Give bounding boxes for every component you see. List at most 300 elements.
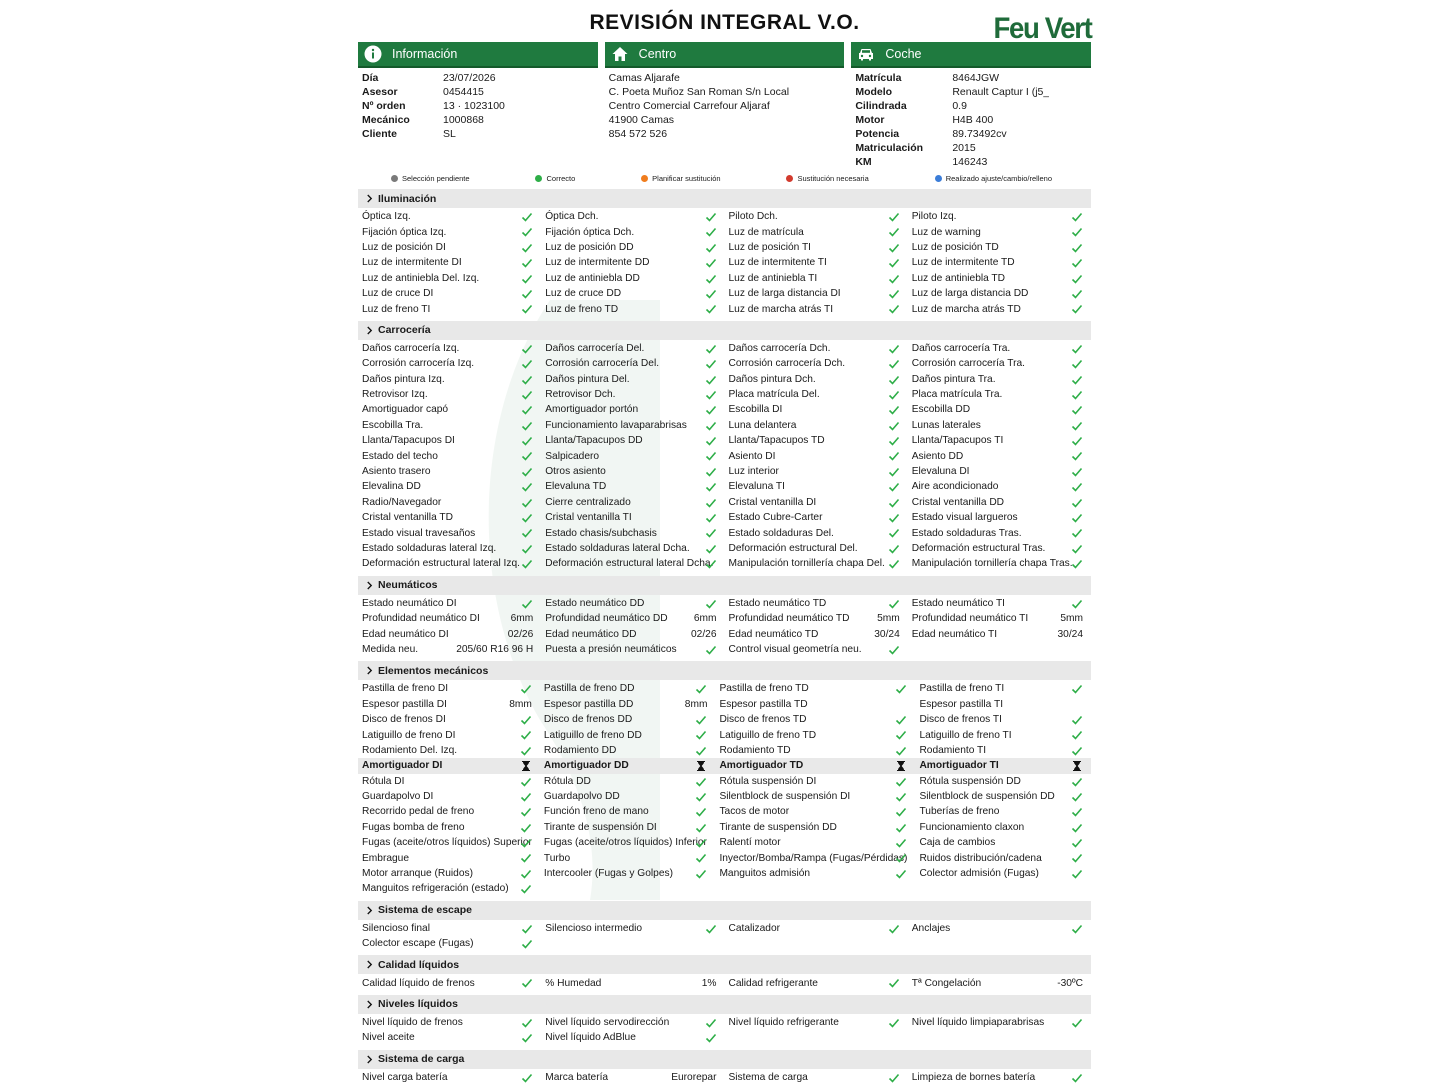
checklist-item[interactable] xyxy=(358,936,541,951)
check-icon xyxy=(895,683,907,695)
check-icon xyxy=(705,644,717,656)
legend-item xyxy=(391,174,470,183)
checklist-item[interactable] xyxy=(915,789,1091,804)
item-label: Amortiguador TI xyxy=(919,760,999,772)
info-value: 8464JGW xyxy=(952,72,1000,84)
checklist-item[interactable] xyxy=(540,804,716,819)
checklist-item[interactable] xyxy=(715,758,915,773)
item-label: Daños carrocería Del. xyxy=(545,342,645,354)
checklist-item[interactable] xyxy=(908,541,1091,556)
status-dot-icon xyxy=(935,175,942,182)
checklist-item[interactable] xyxy=(541,448,724,463)
item-label: Retrovisor Dch. xyxy=(545,389,616,401)
checklist-item[interactable] xyxy=(540,697,716,712)
checklist-item[interactable] xyxy=(540,743,716,758)
checklist-item[interactable] xyxy=(541,224,724,239)
checklist-item[interactable] xyxy=(725,271,908,286)
hourglass-icon xyxy=(1071,760,1083,772)
section-header[interactable] xyxy=(358,1050,1091,1069)
checklist-item[interactable] xyxy=(541,975,724,990)
checklist-item[interactable] xyxy=(908,921,1091,936)
checklist-item[interactable] xyxy=(541,240,724,255)
check-icon xyxy=(520,852,532,864)
item-label: Óptica Dch. xyxy=(545,211,599,223)
item-label: Profundidad neumático DD xyxy=(545,613,668,625)
item-value: 6mm xyxy=(510,613,534,625)
checklist-item[interactable] xyxy=(358,743,540,758)
checklist-item[interactable] xyxy=(358,712,540,727)
checklist-item[interactable] xyxy=(908,387,1091,402)
item-label: Fugas bomba de freno xyxy=(362,821,465,833)
checklist-item xyxy=(915,881,1091,896)
item-value: 8mm xyxy=(684,698,708,710)
checklist-item[interactable] xyxy=(725,479,908,494)
inspection-report xyxy=(358,0,1091,1085)
check-icon xyxy=(1071,1072,1083,1084)
checklist-item[interactable] xyxy=(541,495,724,510)
checklist-item[interactable] xyxy=(715,712,915,727)
checklist-item[interactable] xyxy=(358,372,541,387)
checklist-item[interactable] xyxy=(715,835,915,850)
check-icon xyxy=(705,1017,717,1029)
item-label: Tirante de suspensión DI xyxy=(543,821,657,833)
checklist-item[interactable] xyxy=(725,525,908,540)
checklist-item[interactable] xyxy=(725,224,908,239)
check-icon xyxy=(695,837,707,849)
checklist-item[interactable] xyxy=(725,356,908,371)
checklist-item[interactable] xyxy=(908,1015,1091,1030)
item-label: Rodamiento TI xyxy=(919,744,987,756)
checklist-item[interactable] xyxy=(541,418,724,433)
checklist-item[interactable] xyxy=(358,286,541,301)
checklist-item[interactable] xyxy=(715,866,915,881)
checklist-item[interactable] xyxy=(541,464,724,479)
checklist-item[interactable] xyxy=(725,255,908,270)
checklist-item[interactable] xyxy=(908,556,1091,571)
checklist-item[interactable] xyxy=(541,611,724,626)
item-label: Puesta a presión neumáticos xyxy=(545,643,677,655)
checklist-item[interactable] xyxy=(358,921,541,936)
item-label: Luz de larga distancia DI xyxy=(728,288,841,300)
checklist-item[interactable] xyxy=(358,209,541,224)
checklist-item[interactable] xyxy=(358,642,541,657)
checklist-item[interactable] xyxy=(725,433,908,448)
checklist-item[interactable] xyxy=(915,727,1091,742)
item-label: Profundidad neumático TD xyxy=(728,613,850,625)
checklist-item[interactable] xyxy=(540,835,716,850)
item-label: Cristal ventanilla TD xyxy=(362,512,453,524)
checklist-item[interactable] xyxy=(358,850,540,865)
checklist-item[interactable] xyxy=(915,820,1091,835)
checklist-item[interactable] xyxy=(541,271,724,286)
checklist-item[interactable] xyxy=(915,758,1091,773)
section-header[interactable] xyxy=(358,189,1091,208)
checklist-item[interactable] xyxy=(725,402,908,417)
item-label: Espesor pastilla DD xyxy=(543,698,634,710)
checklist-item[interactable] xyxy=(541,341,724,356)
checklist-item[interactable] xyxy=(915,804,1091,819)
checklist-item[interactable] xyxy=(715,850,915,865)
checklist-item[interactable] xyxy=(358,224,541,239)
checklist-item[interactable] xyxy=(908,479,1091,494)
check-icon xyxy=(895,729,907,741)
check-icon xyxy=(520,806,532,818)
checklist-item[interactable] xyxy=(358,556,541,571)
section-niveles-líquidos xyxy=(358,995,1091,1046)
hourglass-icon xyxy=(895,760,907,772)
check-icon xyxy=(888,303,900,315)
checklist-item[interactable] xyxy=(725,541,908,556)
checklist-item[interactable] xyxy=(358,418,541,433)
checklist-item[interactable] xyxy=(725,495,908,510)
checklist-item[interactable] xyxy=(358,727,540,742)
checklist-item[interactable] xyxy=(541,541,724,556)
check-icon xyxy=(521,543,533,555)
checklist-item[interactable] xyxy=(725,975,908,990)
info-key: Día xyxy=(362,72,379,84)
checklist-item[interactable] xyxy=(541,209,724,224)
item-label: Fijación óptica Dch. xyxy=(545,226,635,238)
checklist-item xyxy=(725,1030,908,1045)
checklist-item[interactable] xyxy=(358,271,541,286)
checklist-item[interactable] xyxy=(908,402,1091,417)
checklist-item[interactable] xyxy=(725,301,908,316)
item-label: Daños carrocería Dch. xyxy=(728,342,831,354)
checklist-item[interactable] xyxy=(540,712,716,727)
checklist-grid xyxy=(358,595,1091,658)
checklist-item[interactable] xyxy=(358,820,540,835)
status-dot-icon xyxy=(535,175,542,182)
checklist-item[interactable] xyxy=(541,372,724,387)
checklist-item[interactable] xyxy=(540,681,716,696)
checklist-item[interactable] xyxy=(358,448,541,463)
checklist-item[interactable] xyxy=(908,418,1091,433)
item-label: Catalizador xyxy=(728,922,781,934)
section-header[interactable] xyxy=(358,901,1091,920)
checklist-item[interactable] xyxy=(358,611,541,626)
checklist-item[interactable] xyxy=(358,301,541,316)
centro-line: 41900 Camas xyxy=(608,114,675,126)
checklist-item[interactable] xyxy=(358,866,540,881)
checklist-item[interactable] xyxy=(908,611,1091,626)
item-label: Asiento DD xyxy=(911,450,964,462)
checklist-item[interactable] xyxy=(908,510,1091,525)
checklist-item[interactable] xyxy=(715,743,915,758)
checklist-item[interactable] xyxy=(725,611,908,626)
hourglass-icon xyxy=(695,760,707,772)
section-header[interactable] xyxy=(358,576,1091,595)
checklist-item[interactable] xyxy=(541,1030,724,1045)
checklist-item[interactable] xyxy=(725,418,908,433)
checklist-item[interactable] xyxy=(908,525,1091,540)
item-label: Fugas (aceite/otros líquidos) Inferior xyxy=(543,837,707,849)
checklist-item[interactable] xyxy=(541,402,724,417)
checklist-item[interactable] xyxy=(358,975,541,990)
checklist-item[interactable] xyxy=(358,774,540,789)
check-icon xyxy=(1071,923,1083,935)
checklist-item[interactable] xyxy=(541,556,724,571)
check-icon xyxy=(705,389,717,401)
item-label: Estado visual travesaños xyxy=(362,527,476,539)
check-icon xyxy=(888,358,900,370)
checklist-item[interactable] xyxy=(540,850,716,865)
checklist-item[interactable] xyxy=(540,727,716,742)
item-label: Luz de marcha atrás TD xyxy=(911,303,1021,315)
checklist-item[interactable] xyxy=(908,301,1091,316)
checklist-item[interactable] xyxy=(358,479,541,494)
item-label: Retrovisor Izq. xyxy=(362,389,428,401)
checklist-item[interactable] xyxy=(915,774,1091,789)
checklist-item[interactable] xyxy=(725,921,908,936)
checklist-grid xyxy=(358,208,1091,317)
checklist-item[interactable] xyxy=(358,402,541,417)
checklist-item[interactable] xyxy=(541,1070,724,1085)
checklist-item[interactable] xyxy=(725,341,908,356)
item-label: Luz interior xyxy=(728,466,779,478)
check-icon xyxy=(895,791,907,803)
checklist-item[interactable] xyxy=(915,697,1091,712)
checklist-item[interactable] xyxy=(908,626,1091,641)
item-label: Luz de intermitente DD xyxy=(545,257,650,269)
checklist-item[interactable] xyxy=(915,835,1091,850)
status-dot-icon xyxy=(786,175,793,182)
checklist-item[interactable] xyxy=(915,681,1091,696)
checklist-item[interactable] xyxy=(358,495,541,510)
checklist-item[interactable] xyxy=(541,356,724,371)
checklist-item[interactable] xyxy=(540,820,716,835)
checklist-item[interactable] xyxy=(358,789,540,804)
item-label: Luna delantera xyxy=(728,419,797,431)
checklist-item[interactable] xyxy=(725,596,908,611)
item-label: Disco de frenos TI xyxy=(919,714,1002,726)
item-label: Estado soldaduras Tras. xyxy=(911,527,1022,539)
checklist-item[interactable] xyxy=(358,356,541,371)
checklist-item[interactable] xyxy=(908,433,1091,448)
checklist-item[interactable] xyxy=(541,433,724,448)
checklist-item[interactable] xyxy=(540,774,716,789)
checklist-item[interactable] xyxy=(908,240,1091,255)
check-icon xyxy=(888,1072,900,1084)
checklist-item[interactable] xyxy=(725,372,908,387)
check-icon xyxy=(521,303,533,315)
checklist-item[interactable] xyxy=(908,448,1091,463)
checklist-item[interactable] xyxy=(715,804,915,819)
checklist-item xyxy=(908,1030,1091,1045)
checklist-item[interactable] xyxy=(725,464,908,479)
checklist-item[interactable] xyxy=(725,286,908,301)
checklist-item[interactable] xyxy=(358,804,540,819)
checklist-item[interactable] xyxy=(725,642,908,657)
checklist-item[interactable] xyxy=(915,866,1091,881)
checklist-item[interactable] xyxy=(358,240,541,255)
checklist-item[interactable] xyxy=(358,387,541,402)
checklist-item[interactable] xyxy=(915,743,1091,758)
check-icon xyxy=(895,745,907,757)
checklist-item[interactable] xyxy=(358,881,540,896)
check-icon xyxy=(1071,374,1083,386)
item-label: Corrosión carrocería Del. xyxy=(545,358,660,370)
checklist-item[interactable] xyxy=(358,341,541,356)
checklist-item[interactable] xyxy=(725,1015,908,1030)
checklist-item[interactable] xyxy=(725,510,908,525)
info-value: 89.73492cv xyxy=(952,128,1007,140)
item-label: Cristal ventanilla DI xyxy=(728,496,817,508)
item-label: Marca batería xyxy=(545,1071,609,1083)
item-label: Manipulación tornillería chapa Tras. xyxy=(911,558,1073,570)
checklist-item[interactable] xyxy=(725,1070,908,1085)
item-label: Medida neu. xyxy=(362,643,419,655)
item-label: Asiento DI xyxy=(728,450,776,462)
checklist-item[interactable] xyxy=(715,697,915,712)
item-label: Estado visual largueros xyxy=(911,512,1018,524)
checklist-item[interactable] xyxy=(908,286,1091,301)
item-label: Luz de intermitente TD xyxy=(911,257,1015,269)
check-icon xyxy=(521,466,533,478)
section-neumáticos xyxy=(358,576,1091,658)
checklist-item[interactable] xyxy=(908,1070,1091,1085)
checklist-item[interactable] xyxy=(715,774,915,789)
checklist-item[interactable] xyxy=(908,464,1091,479)
check-icon xyxy=(705,598,717,610)
item-label: Luz de posición TI xyxy=(728,241,811,253)
checklist-item[interactable] xyxy=(358,510,541,525)
checklist-item[interactable] xyxy=(540,866,716,881)
section-header[interactable] xyxy=(358,661,1091,680)
info-key: Cilindrada xyxy=(855,100,907,112)
item-label: Calidad refrigerante xyxy=(728,977,818,989)
checklist-grid xyxy=(358,680,1091,896)
check-icon xyxy=(705,374,717,386)
section-header[interactable] xyxy=(358,321,1091,340)
checklist-item[interactable] xyxy=(358,835,540,850)
checklist-item[interactable] xyxy=(908,596,1091,611)
check-icon xyxy=(705,450,717,462)
checklist-item[interactable] xyxy=(541,301,724,316)
checklist-item xyxy=(715,881,915,896)
check-icon xyxy=(888,420,900,432)
item-label: Luz de antiniebla Del. Izq. xyxy=(362,272,480,284)
item-label: Corrosión carrocería Izq. xyxy=(362,358,475,370)
check-icon xyxy=(1071,714,1083,726)
checklist-item[interactable] xyxy=(358,541,541,556)
checklist-item[interactable] xyxy=(725,448,908,463)
checklist-item[interactable] xyxy=(541,525,724,540)
checklist-item[interactable] xyxy=(358,255,541,270)
checklist-item[interactable] xyxy=(541,255,724,270)
checklist-item[interactable] xyxy=(541,286,724,301)
checklist-item[interactable] xyxy=(908,356,1091,371)
item-value: 30/24 xyxy=(1057,628,1083,640)
info-panel-title: Centro xyxy=(638,47,677,61)
checklist-item[interactable] xyxy=(725,387,908,402)
check-icon xyxy=(888,273,900,285)
checklist-item[interactable] xyxy=(358,596,541,611)
checklist-item[interactable] xyxy=(541,510,724,525)
checklist-item[interactable] xyxy=(541,626,724,641)
checklist-item[interactable] xyxy=(358,1030,541,1045)
checklist-item[interactable] xyxy=(541,479,724,494)
check-icon xyxy=(705,343,717,355)
check-icon xyxy=(705,497,717,509)
item-label: Elevaluna TI xyxy=(728,481,785,493)
item-label: Edad neumático TI xyxy=(911,628,998,640)
info-panel-header xyxy=(605,42,845,68)
item-label: Manipulación tornillería chapa Del. xyxy=(728,558,885,570)
checklist-item[interactable] xyxy=(715,681,915,696)
checklist-item[interactable] xyxy=(541,642,724,657)
checklist-item[interactable] xyxy=(541,596,724,611)
check-icon xyxy=(521,288,533,300)
item-label: Luz de antiniebla DD xyxy=(545,272,640,284)
checklist-item[interactable] xyxy=(725,626,908,641)
check-icon xyxy=(1071,683,1083,695)
check-icon xyxy=(520,776,532,788)
checklist-item[interactable] xyxy=(358,697,540,712)
checklist-item[interactable] xyxy=(908,341,1091,356)
checklist-item[interactable] xyxy=(908,372,1091,387)
checklist-item[interactable] xyxy=(541,921,724,936)
checklist-item[interactable] xyxy=(725,240,908,255)
item-label: Disco de frenos TD xyxy=(719,714,807,726)
checklist-item[interactable] xyxy=(908,209,1091,224)
section-header[interactable] xyxy=(358,955,1091,974)
check-icon xyxy=(1071,729,1083,741)
checklist-item[interactable] xyxy=(908,975,1091,990)
check-icon xyxy=(888,242,900,254)
checklist-item[interactable] xyxy=(358,758,540,773)
checklist-item[interactable] xyxy=(715,789,915,804)
checklist-item[interactable] xyxy=(358,1015,541,1030)
item-label: Llanta/Tapacupos DI xyxy=(362,435,455,447)
checklist-item[interactable] xyxy=(725,556,908,571)
item-label: Estado neumático DI xyxy=(362,597,457,609)
checklist-item[interactable] xyxy=(908,255,1091,270)
checklist-item[interactable] xyxy=(540,758,716,773)
legend-item xyxy=(535,174,575,183)
checklist-item[interactable] xyxy=(715,820,915,835)
checklist-item[interactable] xyxy=(908,495,1091,510)
check-icon xyxy=(695,745,707,757)
section-header[interactable] xyxy=(358,995,1091,1014)
legend-label: Correcto xyxy=(546,173,576,183)
item-label: Estado neumático TI xyxy=(911,597,1005,609)
checklist-item[interactable] xyxy=(358,681,540,696)
checklist-item[interactable] xyxy=(358,464,541,479)
checklist-item[interactable] xyxy=(908,224,1091,239)
checklist-item[interactable] xyxy=(541,1015,724,1030)
checklist-item[interactable] xyxy=(915,712,1091,727)
checklist-item[interactable] xyxy=(715,727,915,742)
checklist-item[interactable] xyxy=(915,850,1091,865)
checklist-item[interactable] xyxy=(358,626,541,641)
checklist-item[interactable] xyxy=(358,433,541,448)
checklist-item[interactable] xyxy=(908,271,1091,286)
checklist-item[interactable] xyxy=(358,525,541,540)
hourglass-icon xyxy=(520,760,532,772)
info-row xyxy=(855,85,1087,99)
item-label: Cierre centralizado xyxy=(545,496,631,508)
info-value: 0454415 xyxy=(443,86,484,98)
checklist-item[interactable] xyxy=(541,387,724,402)
checklist-item[interactable] xyxy=(358,1070,541,1085)
info-row xyxy=(362,99,594,113)
checklist-item[interactable] xyxy=(725,209,908,224)
checklist-item[interactable] xyxy=(540,789,716,804)
check-icon xyxy=(521,1032,533,1044)
check-icon xyxy=(521,977,533,989)
item-label: Control visual geometría neu. xyxy=(728,643,862,655)
item-label: Rótula DD xyxy=(543,775,591,787)
